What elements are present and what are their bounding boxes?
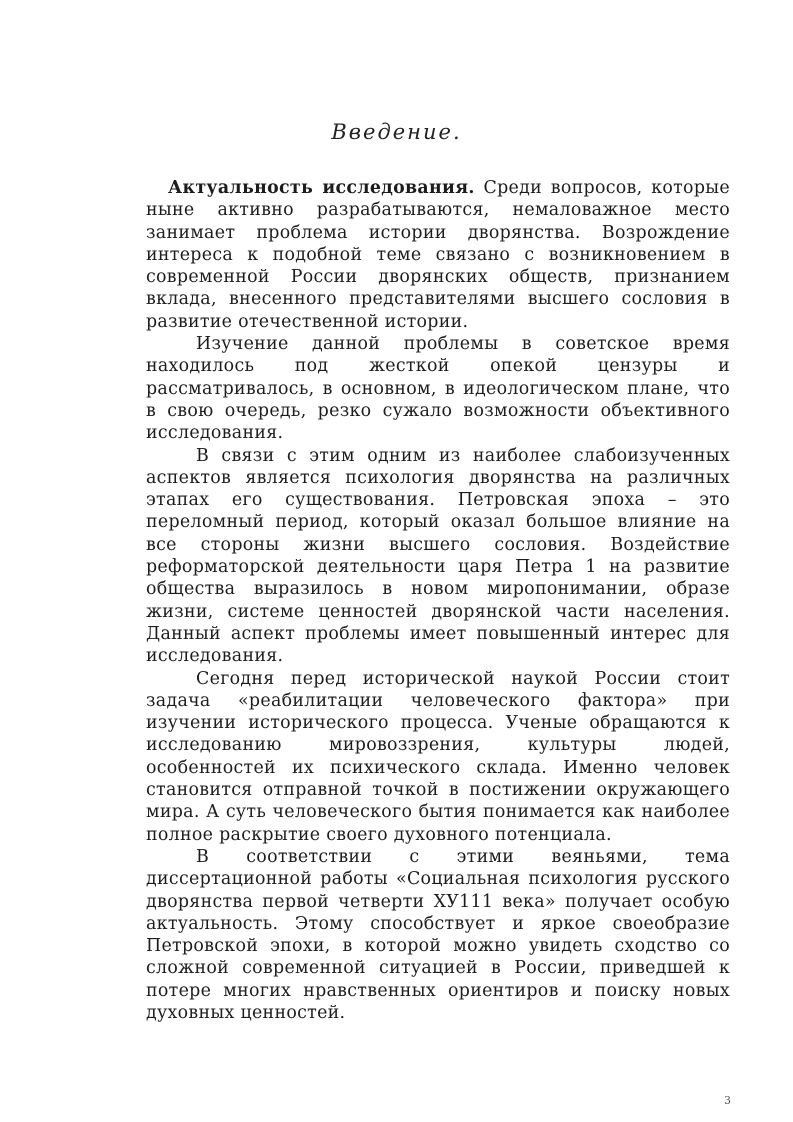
page-title: Введение. [331, 120, 462, 144]
paragraph-text: Среди вопросов, которые ныне активно разрабатываются, немаловажное место занимает проблема истории дворянства. Возрождение интереса к подобной теме связано с возникновением в современной России дворянских обществ, признанием вклада, внесенного представителями высшего сословия в развитие отечественной истории. [146, 178, 730, 332]
paragraph-human-factor: Сегодня перед исторической наукой России стоит задача «реабилитации человеческого фактора» при изучении исторического процесса. Ученые обращаются к исследованию мировоззрения, культуры людей, особенностей их психического склада. Именно человек становится отправной точкой в постижении окружающего мира. А суть человеческого бытия понимается как наиболее полное раскрытие своего духовного потенциала. [146, 668, 730, 845]
paragraph-relevance [146, 177, 730, 333]
page-number: 3 [724, 1094, 731, 1107]
paragraph-dissertation-topic: В соответствии с этими веяньями, тема диссертационной работы «Социальная психология русского дворянства первой четверти ХУ111 века» получает особую актуальность. Этому способствует и яркое своеобразие Петровской эпохи, в которой можно увидеть сходство со сложной современной ситуацией в России, приведшей к потере многих нравственных ориентиров и поиску новых духовных ценностей. [146, 846, 730, 1023]
paragraph-lead-heading: Актуальность исследования. [168, 178, 475, 198]
paragraph-petrine-epoch: В связи с этим одним из наиболее слабоизученных аспектов является психология дворянства на различных этапах его существования. Петровская эпоха – это переломный период, который оказал большое влияние на все стороны жизни высшего сословия. Воздействие реформаторской деятельности царя Петра 1 на развитие общества выразилось в новом миропонимании, образе жизни, системе ценностей дворянской части населения. Данный аспект проблемы имеет повышенный интерес для исследования. [146, 445, 730, 667]
document-body [146, 177, 730, 1024]
paragraph-soviet-censorship: Изучение данной проблемы в советское время находилось под жесткой опекой цензуры и рассматривалось, в основном, в идеологическом плане, что в свою очередь, резко сужало возможности объективного исследования. [146, 334, 730, 444]
